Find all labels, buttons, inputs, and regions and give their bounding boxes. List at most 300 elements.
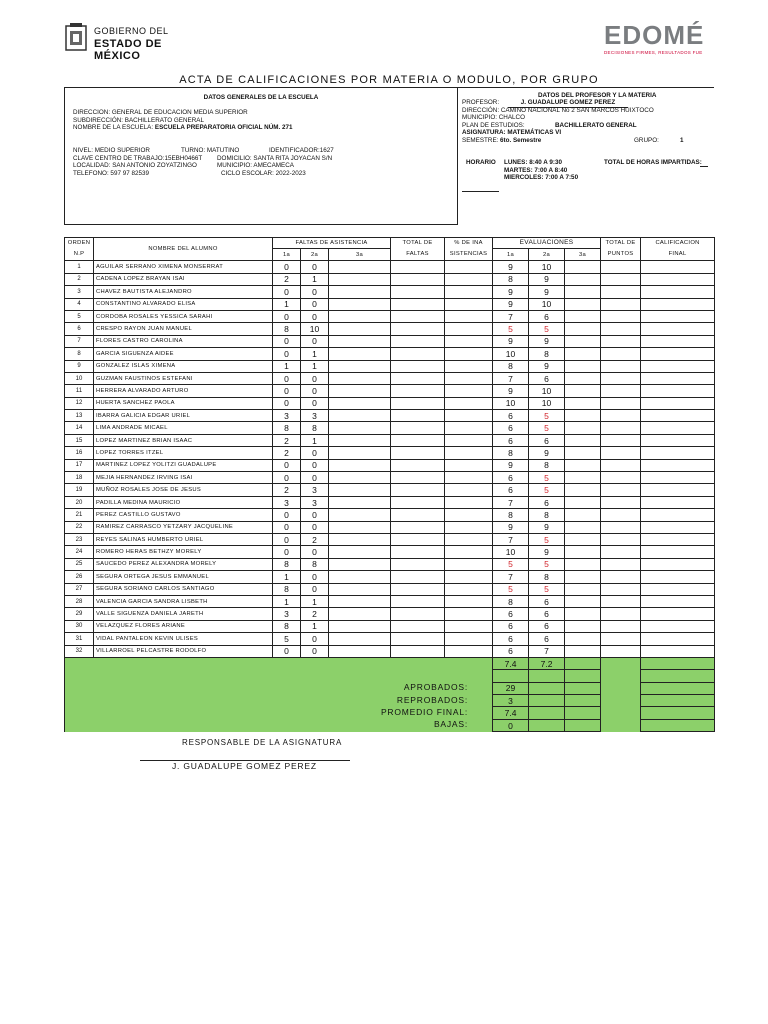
calificacion-final — [641, 595, 715, 607]
school-identificador: IDENTIFICADOR:1627 — [269, 147, 334, 154]
summary-cell — [565, 707, 601, 719]
faltas-3a — [329, 484, 391, 496]
student-name: AGUILAR SERRANO XIMENA MONSERRAT — [94, 261, 273, 273]
total-puntos — [601, 372, 641, 384]
total-faltas — [391, 509, 445, 521]
calificacion-final — [641, 323, 715, 335]
student-name: PADILLA MEDINA MAURICIO — [94, 496, 273, 508]
faltas-2a: 0 — [301, 385, 329, 397]
faltas-3a — [329, 558, 391, 570]
total-faltas — [391, 422, 445, 434]
eval-3a — [565, 397, 601, 409]
eval-1a: 6 — [493, 645, 529, 657]
eval-2a: 6 — [529, 595, 565, 607]
table-row — [65, 323, 715, 335]
student-number: 24 — [65, 546, 94, 558]
professor-data-box — [458, 88, 714, 198]
student-number: 15 — [65, 434, 94, 446]
horario-miercoles: MIERCOLES: 7:00 A 7:50 — [504, 174, 579, 181]
faltas-1a: 1 — [273, 595, 301, 607]
grupo-value: 1 — [680, 136, 684, 144]
student-name: MUÑOZ ROSALES JOSE DE JESUS — [94, 484, 273, 496]
faltas-3a — [329, 620, 391, 632]
faltas-2a: 0 — [301, 459, 329, 471]
eval-3a — [565, 385, 601, 397]
total-faltas — [391, 434, 445, 446]
faltas-3a — [329, 509, 391, 521]
faltas-1a: 0 — [273, 310, 301, 322]
h-e1: 1a — [493, 249, 529, 261]
faltas-2a: 3 — [301, 484, 329, 496]
total-faltas — [391, 459, 445, 471]
total-faltas — [391, 323, 445, 335]
eval-2a: 9 — [529, 273, 565, 285]
h-total: TOTAL DE — [391, 238, 445, 249]
eval-1a: 10 — [493, 397, 529, 409]
h-total2: FALTAS — [391, 249, 445, 261]
student-number: 30 — [65, 620, 94, 632]
h-e2: 2a — [529, 249, 565, 261]
pct-inasistencias — [445, 546, 493, 558]
student-number: 11 — [65, 385, 94, 397]
faltas-1a: 8 — [273, 558, 301, 570]
table-row — [65, 372, 715, 384]
total-puntos — [601, 447, 641, 459]
school-data-box — [64, 88, 458, 225]
total-faltas — [391, 447, 445, 459]
total-faltas — [391, 360, 445, 372]
pct-inasistencias — [445, 372, 493, 384]
eval-3a — [565, 434, 601, 446]
table-row — [65, 360, 715, 372]
table-row — [65, 521, 715, 533]
student-name: MEJIA HERNANDEZ IRVING ISAI — [94, 472, 273, 484]
table-row — [65, 633, 715, 645]
total-faltas — [391, 472, 445, 484]
edomex-logo — [604, 22, 716, 56]
faltas-1a: 0 — [273, 397, 301, 409]
eval-3a — [565, 484, 601, 496]
faltas-2a: 0 — [301, 261, 329, 273]
faltas-3a — [329, 372, 391, 384]
pct-inasistencias — [445, 533, 493, 545]
calificacion-final — [641, 633, 715, 645]
calificacion-final — [641, 335, 715, 347]
table-row — [65, 595, 715, 607]
faltas-2a: 1 — [301, 620, 329, 632]
student-number: 2 — [65, 273, 94, 285]
table-row — [65, 397, 715, 409]
faltas-2a: 0 — [301, 633, 329, 645]
eval-2a: 9 — [529, 521, 565, 533]
total-faltas — [391, 608, 445, 620]
average-1a: 7.4 — [493, 657, 529, 669]
table-row — [65, 484, 715, 496]
eval-3a — [565, 410, 601, 422]
h-eval: EVALUACIONES — [493, 238, 601, 249]
eval-1a: 9 — [493, 385, 529, 397]
eval-2a: 10 — [529, 385, 565, 397]
faltas-1a: 0 — [273, 286, 301, 298]
eval-3a — [565, 571, 601, 583]
faltas-1a: 8 — [273, 583, 301, 595]
table-row — [65, 496, 715, 508]
responsable-label: RESPONSABLE DE LA ASIGNATURA — [182, 738, 343, 747]
school-nivel: NIVEL: MEDIO SUPERIOR — [73, 147, 150, 154]
table-row — [65, 261, 715, 273]
faltas-2a: 1 — [301, 348, 329, 360]
promedio-final-value: 7.4 — [493, 707, 529, 719]
eval-3a — [565, 273, 601, 285]
table-row — [65, 571, 715, 583]
faltas-1a: 0 — [273, 261, 301, 273]
faltas-1a: 2 — [273, 484, 301, 496]
total-puntos — [601, 533, 641, 545]
h-calif: CALIFICACION — [641, 238, 715, 249]
semestre-label: SEMESTRE: — [462, 136, 499, 144]
eval-3a — [565, 533, 601, 545]
pct-inasistencias — [445, 323, 493, 335]
eval-1a: 8 — [493, 273, 529, 285]
total-faltas — [391, 645, 445, 657]
calificacion-final — [641, 496, 715, 508]
student-name: GONZALEZ ISLAS XIMENA — [94, 360, 273, 372]
faltas-2a: 3 — [301, 496, 329, 508]
plan-label: PLAN DE ESTUDIOS: — [462, 121, 525, 129]
eval-2a: 6 — [529, 310, 565, 322]
h-f2: 2a — [301, 249, 329, 261]
eval-3a — [565, 372, 601, 384]
summary-final-cell — [641, 719, 715, 731]
h-calif2: FINAL — [641, 249, 715, 261]
reprobados-value: 3 — [493, 695, 529, 707]
total-puntos — [601, 571, 641, 583]
table-row — [65, 335, 715, 347]
calificacion-final — [641, 434, 715, 446]
summary-cell — [565, 695, 601, 707]
summary-green-area — [65, 707, 493, 719]
table-row — [65, 434, 715, 446]
student-name: VIDAL PANTALEON KEVIN ULISES — [94, 633, 273, 645]
school-heading: DATOS GENERALES DE LA ESCUELA — [203, 94, 319, 101]
faltas-3a — [329, 261, 391, 273]
pct-inasistencias — [445, 273, 493, 285]
pct-inasistencias — [445, 422, 493, 434]
eval-1a: 6 — [493, 633, 529, 645]
student-number: 9 — [65, 360, 94, 372]
grupo-label: GRUPO: — [634, 136, 659, 144]
student-name: LIMA ANDRADE MICAEL — [94, 422, 273, 434]
faltas-2a: 0 — [301, 447, 329, 459]
faltas-1a: 0 — [273, 459, 301, 471]
faltas-1a: 0 — [273, 348, 301, 360]
faltas-1a: 0 — [273, 385, 301, 397]
pct-inasistencias — [445, 558, 493, 570]
faltas-3a — [329, 422, 391, 434]
total-puntos — [601, 620, 641, 632]
eval-3a — [565, 583, 601, 595]
student-number: 14 — [65, 422, 94, 434]
faltas-2a: 0 — [301, 310, 329, 322]
h-pct2: SISTENCIAS — [445, 249, 493, 261]
summary-green-area — [65, 670, 493, 682]
faltas-3a — [329, 595, 391, 607]
table-row — [65, 348, 715, 360]
faltas-2a: 0 — [301, 286, 329, 298]
pct-inasistencias — [445, 459, 493, 471]
faltas-3a — [329, 472, 391, 484]
bajas-label: BAJAS: — [433, 719, 469, 730]
faltas-3a — [329, 459, 391, 471]
total-puntos — [601, 608, 641, 620]
eval-1a: 6 — [493, 472, 529, 484]
h-f1: 1a — [273, 249, 301, 261]
student-number: 32 — [65, 645, 94, 657]
table-row — [65, 583, 715, 595]
faltas-2a: 1 — [301, 434, 329, 446]
professor-heading: DATOS DEL PROFESOR Y LA MATERIA — [538, 92, 657, 99]
total-faltas — [391, 372, 445, 384]
student-name: REYES SALINAS HUMBERTO URIEL — [94, 533, 273, 545]
summary-cell — [529, 707, 565, 719]
calificacion-final — [641, 447, 715, 459]
promedio-final-label: PROMEDIO FINAL: — [380, 706, 469, 717]
h-faltas: FALTAS DE ASISTENCIA — [273, 238, 391, 249]
total-puntos — [601, 385, 641, 397]
pct-inasistencias — [445, 385, 493, 397]
student-name: SEGURA ORTEGA JESUS EMMANUEL — [94, 571, 273, 583]
student-name: SAUCEDO PEREZ ALEXANDRA MORELY — [94, 558, 273, 570]
eval-2a: 9 — [529, 360, 565, 372]
student-name: PEREZ CASTILLO GUSTAVO — [94, 509, 273, 521]
eval-3a — [565, 335, 601, 347]
pct-inasistencias — [445, 434, 493, 446]
coat-of-arms-icon — [64, 22, 88, 52]
pct-inasistencias — [445, 571, 493, 583]
summary-cell — [565, 670, 601, 682]
faltas-1a: 8 — [273, 323, 301, 335]
faltas-3a — [329, 348, 391, 360]
school-subdireccion: SUBDIRECCIÓN: BACHILLERATO GENERAL — [73, 116, 204, 124]
summary-green-area — [65, 719, 493, 731]
student-name: RAMIREZ CARRASCO YETZARY JACQUELINE — [94, 521, 273, 533]
faltas-1a: 8 — [273, 620, 301, 632]
eval-3a — [565, 298, 601, 310]
student-name: VILLARROEL PELCASTRE RODOLFO — [94, 645, 273, 657]
eval-2a: 6 — [529, 496, 565, 508]
calificacion-final — [641, 558, 715, 570]
eval-2a: 10 — [529, 298, 565, 310]
student-name: VELAZQUEZ FLORES ARIANE — [94, 620, 273, 632]
eval-3a — [565, 645, 601, 657]
eval-2a: 6 — [529, 434, 565, 446]
eval-2a: 5 — [529, 558, 565, 570]
pct-inasistencias — [445, 447, 493, 459]
student-number: 22 — [65, 521, 94, 533]
total-faltas — [391, 571, 445, 583]
school-domicilio: DOMICILIO: SANTA RITA JOYACAN S/N — [217, 154, 333, 162]
responsable-name: J. GUADALUPE GOMEZ PEREZ — [172, 761, 317, 771]
summary-cell — [565, 682, 601, 694]
faltas-1a: 0 — [273, 372, 301, 384]
faltas-1a: 0 — [273, 546, 301, 558]
school-ciclo: CICLO ESCOLAR: 2022-2023 — [221, 169, 306, 177]
faltas-2a: 1 — [301, 360, 329, 372]
summary-gap — [601, 707, 641, 719]
summary-final-cell — [641, 682, 715, 694]
total-faltas — [391, 298, 445, 310]
total-puntos — [601, 360, 641, 372]
student-number: 4 — [65, 298, 94, 310]
eval-3a — [565, 323, 601, 335]
total-puntos — [601, 273, 641, 285]
summary-final-cell — [641, 707, 715, 719]
faltas-3a — [329, 608, 391, 620]
faltas-3a — [329, 335, 391, 347]
average-2a: 7.2 — [529, 657, 565, 669]
eval-1a: 7 — [493, 372, 529, 384]
calificacion-final — [641, 533, 715, 545]
table-row — [65, 459, 715, 471]
eval-2a: 5 — [529, 583, 565, 595]
aprobados-label: APROBADOS: — [403, 682, 469, 693]
student-number: 7 — [65, 335, 94, 347]
grades-table — [64, 237, 715, 732]
gobierno-logo — [64, 22, 194, 62]
summary-row — [65, 695, 715, 707]
eval-2a: 9 — [529, 286, 565, 298]
table-row — [65, 385, 715, 397]
student-name: VALENCIA GARCIA SANDRA LISBETH — [94, 595, 273, 607]
pct-inasistencias — [445, 261, 493, 273]
eval-1a: 7 — [493, 533, 529, 545]
pct-inasistencias — [445, 298, 493, 310]
eval-1a: 7 — [493, 496, 529, 508]
faltas-3a — [329, 286, 391, 298]
eval-3a — [565, 286, 601, 298]
pct-inasistencias — [445, 496, 493, 508]
total-puntos — [601, 298, 641, 310]
table-row — [65, 447, 715, 459]
pct-inasistencias — [445, 633, 493, 645]
calificacion-final — [641, 571, 715, 583]
eval-2a: 5 — [529, 533, 565, 545]
horario-label: HORARIO — [466, 159, 496, 166]
eval-1a: 9 — [493, 459, 529, 471]
eval-1a: 6 — [493, 434, 529, 446]
professor-direccion: DIRECCIÓN: CAMINO NACIONAL No 2 SAN MARCOS HUIXTOCO — [462, 106, 654, 114]
eval-3a — [565, 509, 601, 521]
eval-3a — [565, 472, 601, 484]
gov-line2: ESTADO DE MÉXICO — [94, 38, 162, 62]
eval-2a: 8 — [529, 571, 565, 583]
faltas-3a — [329, 397, 391, 409]
faltas-1a: 0 — [273, 521, 301, 533]
total-faltas — [391, 546, 445, 558]
table-row — [65, 298, 715, 310]
table-row — [65, 558, 715, 570]
eval-1a: 6 — [493, 484, 529, 496]
faltas-3a — [329, 496, 391, 508]
eval-3a — [565, 348, 601, 360]
eval-2a: 5 — [529, 472, 565, 484]
total-faltas — [391, 348, 445, 360]
pct-inasistencias — [445, 472, 493, 484]
faltas-1a: 1 — [273, 298, 301, 310]
horario-lunes: LUNES: 8:40 A 9:30 — [504, 159, 562, 166]
table-row — [65, 310, 715, 322]
total-horas: TOTAL DE HORAS IMPARTIDAS: — [604, 159, 702, 166]
student-name: CHAVEZ BAUTISTA ALEJANDRO — [94, 286, 273, 298]
faltas-2a: 0 — [301, 645, 329, 657]
total-puntos — [601, 261, 641, 273]
student-name: HUERTA SANCHEZ PAOLA — [94, 397, 273, 409]
eval-2a: 5 — [529, 410, 565, 422]
pct-inasistencias — [445, 348, 493, 360]
horario-martes: MARTES: 7:00 A 8:40 — [504, 166, 568, 174]
faltas-2a: 8 — [301, 422, 329, 434]
total-puntos — [601, 410, 641, 422]
faltas-1a: 1 — [273, 571, 301, 583]
pct-inasistencias — [445, 620, 493, 632]
total-faltas — [391, 496, 445, 508]
eval-3a — [565, 459, 601, 471]
student-number: 19 — [65, 484, 94, 496]
table-row — [65, 608, 715, 620]
eval-1a: 7 — [493, 571, 529, 583]
total-puntos — [601, 348, 641, 360]
header-row-1 — [65, 238, 715, 249]
eval-1a: 8 — [493, 509, 529, 521]
calificacion-final — [641, 385, 715, 397]
eval-2a: 6 — [529, 608, 565, 620]
eval-1a: 6 — [493, 410, 529, 422]
calificacion-final — [641, 360, 715, 372]
total-puntos — [601, 583, 641, 595]
h-totpts: TOTAL DE — [601, 238, 641, 249]
student-name: HERRERA ALVARADO ARTURO — [94, 385, 273, 397]
eval-3a — [565, 620, 601, 632]
h-np: N.P — [65, 249, 94, 261]
student-name: VALLE SIGUENZA DANIELA JARETH — [94, 608, 273, 620]
faltas-3a — [329, 434, 391, 446]
total-puntos — [601, 496, 641, 508]
total-faltas — [391, 521, 445, 533]
total-horas-blank — [700, 166, 708, 167]
faltas-1a: 3 — [273, 608, 301, 620]
calificacion-final — [641, 372, 715, 384]
student-name: LOPEZ MARTINEZ BRIAN ISAAC — [94, 434, 273, 446]
faltas-1a: 5 — [273, 633, 301, 645]
faltas-1a: 0 — [273, 509, 301, 521]
pct-inasistencias — [445, 310, 493, 322]
reprobados-label: REPROBADOS: — [396, 694, 469, 705]
faltas-1a: 2 — [273, 273, 301, 285]
student-number: 10 — [65, 372, 94, 384]
student-number: 17 — [65, 459, 94, 471]
faltas-1a: 0 — [273, 472, 301, 484]
pct-inasistencias — [445, 608, 493, 620]
summary-gap — [601, 682, 641, 694]
total-faltas — [391, 286, 445, 298]
summary-gap — [601, 657, 641, 669]
student-number: 31 — [65, 633, 94, 645]
summary-cell — [493, 670, 529, 682]
total-faltas — [391, 583, 445, 595]
eval-3a — [565, 261, 601, 273]
table-row — [65, 410, 715, 422]
calificacion-final — [641, 422, 715, 434]
